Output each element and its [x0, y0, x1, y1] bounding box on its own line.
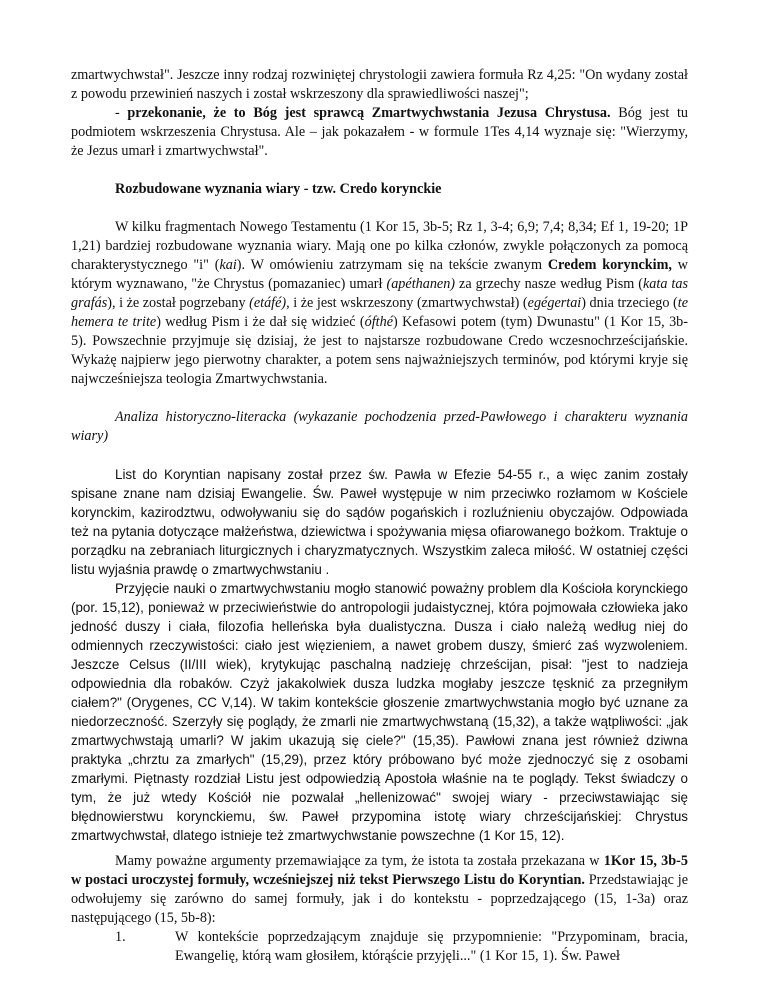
document-page [71, 66, 688, 966]
spacer [71, 845, 688, 852]
italic-term: te hemera te trite [71, 295, 688, 330]
text-run: ), i że został pogrzebany [107, 295, 250, 311]
italic-term: (apéthanen) [386, 276, 456, 292]
paragraph [71, 104, 688, 161]
paragraph [71, 218, 688, 389]
text-run: ) według Pism i że dał się widzieć ( [156, 314, 365, 330]
text-run: za grzechy nasze według Pism ( [455, 276, 643, 292]
text-run: ). W omówieniu zatrzymam się na tekście zwanym [236, 257, 548, 273]
paragraph: List do Koryntian napisany został przez św. Pawła w Efezie 54-55 r., a więc zanim zostały spisane znane nam dzisiaj Ewangelie. Św. Paweł występuje w nim przeciwko rozłamom w Kościele korynckim, kazirodztwu, odwoływaniu się do sądów pogańskich i rozluźnieniu obyczajów. Odpowiada też na pytania dotyczące małżeństwa, dziewictwa i spożywania mięsa ofiarowanego bożkom. Traktuje o porządku na zebraniach liturgicznych i charyzmatycznych. Wszystkim zaleca miłość. W ostatniej części listu wyjaśnia prawdę o zmartwychwstaniu . [71, 467, 688, 577]
text-run: Przedstawiając je odwołujemy się zarówno do samej formuły, jak i do kontekstu - poprzedzającego (15, 1-3a) oraz następującego (15, 5b-8): [71, 872, 689, 926]
list-item-text: W kontekście poprzedzającym znajduje się przypomnienie: "Przypominam, bracia, Ewangelię, którą wam głosiłem, którąście przyjęli..." (1 Kor 15, 1). Św. Paweł [175, 929, 688, 964]
italic-term: egégertai [527, 295, 582, 311]
bold-term: Credem korynckim, [547, 257, 672, 273]
spacer [71, 446, 688, 465]
list-number: 1. [115, 929, 126, 945]
section-heading: Rozbudowane wyznania wiary - tzw. Credo korynckie [115, 181, 442, 197]
text-run: ) dnia trzeciego ( [581, 295, 678, 311]
bold-statement: 1Kor 15, 3b-5 w postaci uroczystej formuły, wcześniejszej niż tekst Pierwszego Listu do Koryntian. [71, 853, 688, 888]
text-run: Mamy poważne argumenty przemawiające za tym, że istota ta została przekazana w [115, 853, 604, 869]
italic-term: kai [219, 257, 237, 273]
spacer [71, 161, 688, 180]
italic-term: kata tas grafás [71, 276, 688, 311]
italic-term: ófthé [364, 314, 393, 330]
dash: - [115, 105, 128, 121]
spacer [71, 199, 688, 218]
italic-term: (etáfé) [249, 295, 287, 311]
bold-statement: przekonanie, że to Bóg jest sprawcą Zmartwychwstania Jezusa Chrystusa. [127, 105, 611, 121]
text-run: w którym wyznawano, "że Chrystus (pomazaniec) umarł [71, 257, 689, 292]
list-item [71, 928, 688, 966]
subsection-heading: Analiza historyczno-literacka (wykazanie pochodzenia przed-Pawłowego i charakteru wyznania wiary) [71, 409, 688, 444]
paragraph: Przyjęcie nauki o zmartwychwstaniu mogło stanowić poważny problem dla Kościoła korynckiego (por. 15,12), ponieważ w przeciwieństwie do antropologii judaistycznej, która pojmowała człowieka jako jedność duszy i ciała, filozofia helleńska była dualistyczna. Dusza i ciało należą według niej do odmiennych rzeczywistości: ciało jest więzieniem, a nawet grobem duszy, śmierć zaś wyzwoleniem. Jeszcze Celsus (II/III wiek), krytykując paschalną nadzieję chrześcijan, pisał: "jest to nadzieja odpowiednia dla robaków. Czyż jakakolwiek dusza ludzka mogłaby jeszcze tęsknić za przegniłym ciałem?" (Orygenes, CC V,14). W takim kontekście głoszenie zmartwychwstania mogło być uznane za niedorzeczność. Szerzyły się poglądy, że zmarli nie zmartwychwstaną (15,32), a także wątpliwości: „jak zmartwychwstają umarli? W jakim ukazują się ciele?" (15,35). Pawłowi znana jest również dziwna praktyka „chrztu za zmarłych" (15,29), przez który próbowano być może zjednoczyć się z osobami zmarłymi. Piętnasty rozdział Listu jest odpowiedzią Apostoła właśnie na te poglądy. Tekst świadczy o tym, że już wtedy Kościół nie pozwalał „hellenizować" swojej wiary - przeciwstawiając się błędnowierstwu korynckiemu, św. Paweł przypomina istotę wiary chrześcijańskiej: Chrystus zmartwychwstał, dlatego istnieje też zmartwychwstanie powszechne (1 Kor 15, 12). [71, 581, 688, 843]
spacer [71, 389, 688, 408]
text-run: ) Kefasowi potem (tym) Dwunastu" (1 Kor 15, 3b-5). Powszechnie przyjmuje się dzisiaj, że jest to najstarsze rozbudowane Credo wczesnochrześcijańskie. Wykażę najpierw jego pierwotny charakter, a potem sens najważniejszych terminów, pod którymi kryje się najwcześniejsza teologia Zmartwychwstania. [71, 314, 688, 387]
paragraph-text: Bóg jest tu podmiotem wskrzeszenia Chrystusa. Ale – jak pokazałem - w formule 1Tes 4,14 wyznaje się: "Wierzymy, że Jezus umarł i zmartwychwstał". [71, 105, 689, 159]
text-run: W kilku fragmentach Nowego Testamentu (1 Kor 15, 3b-5; Rz 1, 3-4; 6,9; 7,4; 8,34; Ef 1, 19-20; 1P 1,21) bardziej rozbudowane wyznania wiary. Mają one po kilka członów, zwykle połączonych za pomocą charakterystycznego "i" ( [71, 219, 688, 273]
paragraph [71, 852, 688, 928]
paragraph: zmartwychwstał". Jeszcze inny rodzaj rozwiniętej chrystologii zawiera formuła Rz 4,25: "On wydany został z powodu przewinień naszych i został wskrzeszony dla sprawiedliwości naszej"; [71, 67, 688, 102]
text-run: , i że jest wskrzeszony (zmartwychwstał) ( [286, 295, 528, 311]
